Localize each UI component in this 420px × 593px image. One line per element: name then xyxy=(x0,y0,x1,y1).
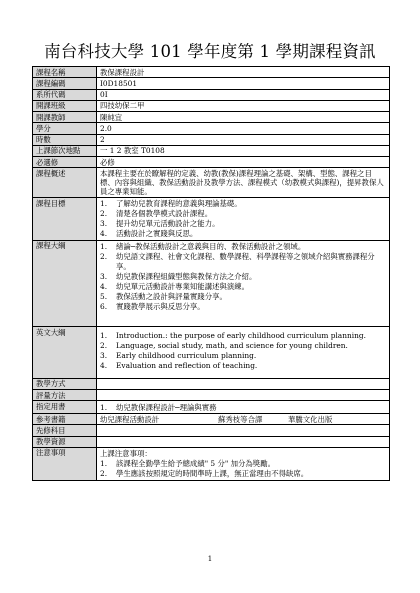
list-item xyxy=(100,199,386,208)
value-hours: 2 xyxy=(97,134,390,145)
list-item xyxy=(100,361,386,370)
list-number: 4. xyxy=(100,281,108,291)
row-overview xyxy=(33,168,390,198)
page-number: 1 xyxy=(207,555,213,563)
list-text: 幼兒教保課程設計─理論與實務 xyxy=(116,402,217,412)
label-class: 開課班級 xyxy=(33,100,97,111)
list-number: 4. xyxy=(100,229,108,239)
value-course-name: 教保課程設計 xyxy=(97,67,390,78)
list-text: 提升幼兒單元活動設計之能力。 xyxy=(116,219,220,229)
value-overview: 本課程主要在於瞭解程的定義、幼教(教保)課程理論之基礎、架構、型態、課程之目標、內容與組織、教保活動設計及教學方法、課程模式（幼教模式與課程)，提昇教保人員之專業知能。 xyxy=(97,168,390,198)
row-required xyxy=(33,157,390,168)
label-schedule: 上課節次地點 xyxy=(33,145,97,156)
list-number: 4. xyxy=(100,361,108,371)
row-teacher xyxy=(33,112,390,123)
value-course-code: I0D18501 xyxy=(97,78,390,89)
row-schedule xyxy=(33,145,390,156)
value-teacher: 陳純宜 xyxy=(97,112,390,123)
list-number: 3. xyxy=(100,219,108,229)
list-item xyxy=(100,403,386,412)
label-english-outline: 英文大綱 xyxy=(33,327,97,378)
list-item xyxy=(100,331,386,340)
row-outline xyxy=(33,240,390,326)
list-item xyxy=(100,242,386,251)
list-number: 2. xyxy=(100,469,108,479)
list-item xyxy=(100,252,386,271)
value-outline xyxy=(97,240,390,326)
list-number: 1. xyxy=(100,242,108,252)
row-credits xyxy=(33,123,390,134)
label-course-name: 課程名稱 xyxy=(33,67,97,78)
row-notes xyxy=(33,447,390,480)
list-item xyxy=(100,292,386,301)
value-english-outline xyxy=(97,327,390,378)
list-item xyxy=(100,219,386,228)
list-number: 5. xyxy=(100,291,108,301)
list-text: 學生應該按照規定的時間準時上課，無正當理由不得缺席。 xyxy=(116,469,309,479)
course-info-table xyxy=(32,66,390,481)
list-text: 幼兒語文課程、社會文化課程、數學課程、科學課程等之領域介紹與實務課程分享。 xyxy=(116,252,375,271)
value-assessment xyxy=(97,390,390,401)
value-teaching-method xyxy=(97,378,390,389)
row-teaching-method xyxy=(33,378,390,389)
list-text: 活動設計之實踐與反思。 xyxy=(116,229,198,239)
row-hours xyxy=(33,134,390,145)
list-number: 6. xyxy=(100,301,108,311)
row-english-outline xyxy=(33,327,390,378)
reference-title: 幼兒課程活動設計 xyxy=(100,414,160,424)
label-outline: 課程大綱 xyxy=(33,240,97,326)
list-number: 1. xyxy=(100,459,108,469)
list-item xyxy=(100,272,386,281)
label-textbook: 指定用書 xyxy=(33,401,97,414)
label-references: 參考書籍 xyxy=(33,414,97,425)
value-class: 四技幼保二甲 xyxy=(97,100,390,111)
reference-author: 蘇秀枝等合譯 xyxy=(218,414,263,424)
value-required: 必修 xyxy=(97,157,390,168)
list-text: 教保活動之設計與評量實踐分享。 xyxy=(116,291,227,301)
label-prerequisite: 先修科目 xyxy=(33,425,97,436)
list-text: Introduction.: the purpose of early childhood curriculum planning. xyxy=(116,331,366,341)
list-item xyxy=(100,229,386,238)
row-prerequisite xyxy=(33,425,390,436)
reference-publisher: 華騰文化出版 xyxy=(288,414,333,424)
label-required: 必選修 xyxy=(33,157,97,168)
list-item xyxy=(100,341,386,350)
list-text: 幼兒單元活動設計專業知能講述與演練。 xyxy=(116,281,250,291)
value-schedule: 一 1 2 教室 T0108 xyxy=(97,145,390,156)
list-item xyxy=(100,459,386,468)
value-dept-code: 0I xyxy=(97,89,390,100)
list-number: 2. xyxy=(100,252,108,262)
list-number: 1. xyxy=(100,331,108,341)
label-hours: 時數 xyxy=(33,134,97,145)
label-teaching-method: 教學方式 xyxy=(33,378,97,389)
row-resources xyxy=(33,436,390,447)
notes-intro: 上課注意事項： xyxy=(100,449,152,459)
label-course-code: 課程編碼 xyxy=(33,78,97,89)
label-objectives: 課程目標 xyxy=(33,198,97,241)
label-credits: 學分 xyxy=(33,123,97,134)
row-course-code xyxy=(33,78,390,89)
value-objectives xyxy=(97,198,390,241)
row-references xyxy=(33,414,390,425)
value-prerequisite xyxy=(97,425,390,436)
page-title: 南台科技大學 101 學年度第 1 學期課程資訊 xyxy=(44,42,376,61)
value-notes xyxy=(97,447,390,480)
list-number: 2. xyxy=(100,209,108,219)
label-resources: 教學資源 xyxy=(33,436,97,447)
row-dept-code xyxy=(33,89,390,100)
list-item xyxy=(100,351,386,360)
label-assessment: 評量方法 xyxy=(33,390,97,401)
value-textbook xyxy=(97,401,390,414)
list-text: Language, social study, math, and science for young children. xyxy=(116,341,348,351)
row-class xyxy=(33,100,390,111)
list-number: 1. xyxy=(100,402,108,412)
value-resources xyxy=(97,436,390,447)
row-assessment xyxy=(33,390,390,401)
list-number: 3. xyxy=(100,271,108,281)
value-references xyxy=(97,414,390,425)
list-text: Evaluation and reflection of teaching. xyxy=(116,361,258,371)
list-text: 了解幼兒教育課程的意義與理論基礎。 xyxy=(116,199,242,209)
row-course-name xyxy=(33,67,390,78)
list-item xyxy=(100,282,386,291)
list-text: 該課程全勤學生給予總成績" 5 分" 加分為獎勵。 xyxy=(116,459,275,469)
label-teacher: 開課教師 xyxy=(33,112,97,123)
label-notes: 注意事項 xyxy=(33,447,97,480)
row-objectives xyxy=(33,198,390,241)
value-credits: 2.0 xyxy=(97,123,390,134)
list-number: 3. xyxy=(100,351,108,361)
list-text: 幼兒教保課程組織型態與教保方法之介紹。 xyxy=(116,271,257,281)
list-item xyxy=(100,469,386,478)
list-text: 清楚各個教學模式設計課程。 xyxy=(116,209,213,219)
label-dept-code: 系所代碼 xyxy=(33,89,97,100)
row-textbook xyxy=(33,401,390,414)
list-text: Early childhood curriculum planning. xyxy=(116,351,257,361)
list-item xyxy=(100,209,386,218)
list-number: 1. xyxy=(100,199,108,209)
label-overview: 課程概述 xyxy=(33,168,97,198)
list-text: 實踐教學展示與反思分享。 xyxy=(116,301,205,311)
list-item xyxy=(100,302,386,311)
list-number: 2. xyxy=(100,341,108,351)
list-text: 緒論─教保活動設計之意義與目的、教保活動設計之領域。 xyxy=(116,242,306,252)
